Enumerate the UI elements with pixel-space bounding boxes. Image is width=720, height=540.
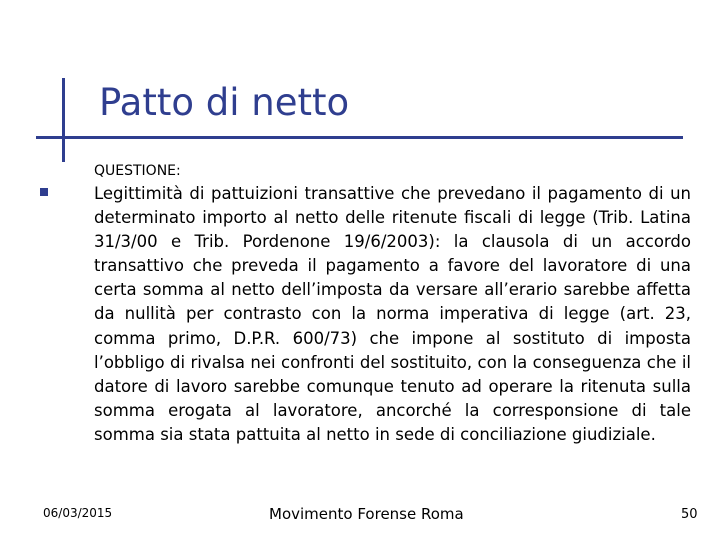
footer-page-number: 50 (681, 507, 698, 522)
bullet-square-icon (40, 188, 48, 196)
title-vertical-rule (62, 78, 65, 162)
footer-organization: Movimento Forense Roma (269, 505, 464, 523)
title-horizontal-rule (36, 136, 683, 139)
slide-body-text: Legittimità di pattuizioni transattive che prevedano il pagamento di un determinato importo al netto delle ritenute fiscali di legge (Trib. Latina 31/3/00 e Trib. Pordenone 19/6/2003): la clausola di un accordo transattivo che preveda il pagamento a favore del lavoratore di una certa somma al netto dell’imposta da versare all’erario sarebbe affetta da nullità per contrasto con la norma imperativa di legge (art. 23, comma primo, D.P.R. 600/73) che impone al sostituto di imposta l’obbligo di rivalsa nei confronti del sostituito, con la conseguenza che il datore di lavoro sarebbe comunque tenuto ad operare la ritenuta sulla somma erogata al lavoratore, ancorché la corresponsione di tale somma sia stata pattuita al netto in sede di conciliazione giudiziale. (94, 184, 691, 444)
slide-subtitle: QUESTIONE: (94, 163, 181, 179)
slide-title: Patto di netto (99, 81, 350, 124)
footer-date: 06/03/2015 (43, 506, 113, 520)
